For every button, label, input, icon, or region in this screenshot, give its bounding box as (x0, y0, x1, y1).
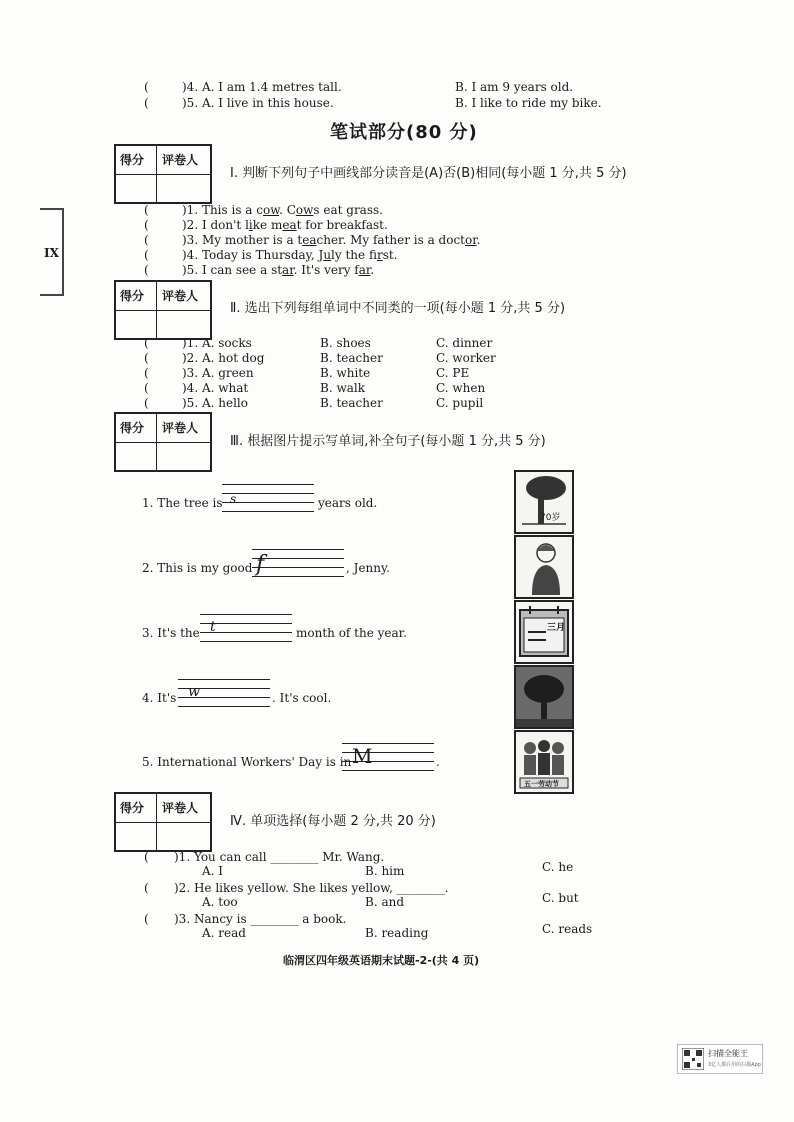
labor-day-label: 五一劳动节 (524, 780, 559, 788)
score-box-section3: 得分 评卷人 (114, 412, 212, 472)
score-box-section1: 得分 评卷人 (114, 144, 212, 204)
choice-question: )2. He likes yellow. She likes yellow, ________. (174, 881, 449, 895)
judge-item: ( )4. Today is Thursday, July the first. (144, 248, 398, 262)
picture-tree (514, 470, 574, 534)
answer-paren[interactable]: ( (144, 381, 149, 395)
written-part-title: 笔试部分(80 分) (330, 122, 478, 143)
underlined-sound-1: ow (263, 203, 280, 217)
score-box-section4: 得分 评卷人 (114, 792, 212, 852)
fill-item-3-hint: t (210, 619, 216, 635)
listening-item-4-a: )4. (182, 80, 199, 94)
answer-paren[interactable]: ( (144, 396, 149, 410)
answer-paren[interactable]: ( (144, 366, 149, 380)
option-b: B. and (365, 895, 405, 909)
answer-paren[interactable]: ( (144, 248, 149, 262)
picture-autumn-tree (514, 665, 574, 729)
odd-one-out-item (144, 396, 248, 410)
fill-item-1-prefix: 1. The tree is (142, 496, 223, 510)
option-b: B. him (365, 864, 405, 878)
option-b: B. teacher (320, 351, 383, 365)
page-footer: 临渭区四年级英语期末试题-2-(共 4 页) (283, 954, 480, 967)
section3-title: Ⅲ. 根据图片提示写单词,补全句子(每小题 1 分,共 5 分) (230, 434, 546, 449)
option-c: C. dinner (436, 336, 493, 350)
option-a: )2. A. hot dog (182, 351, 265, 365)
option-b: B. shoes (320, 336, 371, 350)
listening-item-5: ( )5. A. I live in this house. (144, 96, 334, 110)
choice-item (144, 850, 384, 864)
answer-paren[interactable]: ( (144, 263, 149, 277)
qr-code-icon (682, 1048, 704, 1070)
underlined-sound-2: ar (358, 263, 371, 277)
fill-item-4-suffix: . It's cool. (272, 691, 332, 705)
odd-one-out-item (144, 366, 254, 380)
option-c: C. but (542, 891, 579, 905)
fill-item-2-prefix: 2. This is my good (142, 561, 253, 575)
choice-question: )1. You can call ________ Mr. Wang. (174, 850, 385, 864)
calendar-month-label: 三月 (547, 623, 566, 633)
fill-item-4-prefix: 4. It's (142, 691, 177, 705)
person-icon (516, 537, 572, 597)
listening-item-4-option-a: A. I am 1.4 metres tall. (201, 80, 342, 94)
judge-item: ( )3. My mother is a teacher. My father is a doctor. (144, 233, 481, 247)
listening-item-5-option-a: A. I live in this house. (201, 96, 334, 110)
fill-item-5-suffix: . (436, 755, 440, 769)
section1-title: Ⅰ. 判断下列句子中画线部分读音是(A)否(B)相同(每小题 1 分,共 5 分) (230, 166, 627, 181)
answer-paren[interactable]: ( (144, 850, 149, 864)
fill-item-1-suffix: years old. (318, 496, 378, 510)
picture-friend (514, 535, 574, 599)
option-c: C. reads (542, 922, 593, 936)
odd-one-out-item (144, 381, 248, 395)
listening-item-4-option-b: B. I am 9 years old. (455, 80, 574, 94)
underlined-sound-1: ar (282, 263, 294, 277)
underlined-sound-2: ow (295, 203, 314, 217)
scanner-badge-sub: 3亿人都在用的扫描App (708, 1062, 761, 1068)
tree-icon (516, 472, 572, 532)
fill-item-2-hint: f (256, 552, 265, 577)
choice-item (144, 881, 449, 895)
scanner-badge-label: 扫描全能王 (708, 1049, 748, 1058)
choice-item (144, 912, 346, 926)
fill-item-4-hint: w (188, 684, 200, 700)
option-c: C. he (542, 860, 574, 874)
listening-item-4: ( )4. A. I am 1.4 metres tall. (144, 80, 342, 94)
fill-item-5-hint: M (352, 744, 373, 768)
option-a: A. I (202, 864, 224, 878)
fill-item-5-prefix: 5. International Workers' Day is in (142, 755, 352, 769)
autumn-tree-icon (516, 667, 572, 727)
option-c: C. when (436, 381, 486, 395)
option-b: B. walk (320, 381, 365, 395)
score-box-section2: 得分 评卷人 (114, 280, 212, 340)
option-c: C. worker (436, 351, 496, 365)
choice-question: )3. Nancy is ________ a book. (174, 912, 347, 926)
option-a: )5. A. hello (182, 396, 248, 410)
option-b: B. white (320, 366, 371, 380)
option-a: )1. A. socks (182, 336, 252, 350)
option-a: )3. A. green (182, 366, 254, 380)
scanner-watermark-badge (677, 1044, 763, 1074)
picture-calendar (514, 600, 574, 664)
answer-paren[interactable]: ( (144, 218, 149, 232)
option-c: C. pupil (436, 396, 484, 410)
underlined-sound-1: u (323, 248, 332, 262)
picture-workers (514, 730, 574, 794)
option-a: A. too (202, 895, 238, 909)
answer-paren[interactable]: ( (144, 912, 149, 926)
fill-item-2-suffix: , Jenny. (346, 561, 390, 575)
fill-item-1-hint: s (230, 492, 237, 506)
answer-paren[interactable]: ( (144, 233, 149, 247)
underlined-sound-2: or (465, 233, 477, 247)
judge-item: ( )1. This is a cow. Cows eat grass. (144, 203, 383, 217)
answer-paren[interactable]: ( (144, 336, 149, 350)
underlined-sound-1: ea (302, 233, 317, 247)
option-a: A. read (202, 926, 246, 940)
underlined-sound-1: i (248, 218, 253, 232)
option-b: B. teacher (320, 396, 383, 410)
section4-title: Ⅳ. 单项选择(每小题 2 分,共 20 分) (230, 814, 436, 829)
tree-age-label: 70岁 (540, 513, 561, 523)
judge-item: ( )5. I can see a star. It's very far. (144, 263, 375, 277)
fill-item-3-prefix: 3. It's the (142, 626, 200, 640)
judge-item: ( )2. I don't like meat for breakfast. (144, 218, 388, 232)
underlined-sound-2: ea (282, 218, 297, 232)
listening-item-5-option-b: B. I like to ride my bike. (455, 96, 602, 110)
odd-one-out-item (144, 351, 264, 365)
answer-paren[interactable]: ( (144, 203, 149, 217)
answer-paren[interactable]: ( (144, 351, 149, 365)
section2-title: Ⅱ. 选出下列每组单词中不同类的一项(每小题 1 分,共 5 分) (230, 301, 566, 316)
margin-binding-mark: IX (40, 208, 64, 296)
underlined-sound-2: ir (376, 248, 383, 262)
answer-paren[interactable]: ( (144, 881, 149, 895)
fill-item-3-suffix: month of the year. (296, 626, 407, 640)
option-b: B. reading (365, 926, 429, 940)
odd-one-out-item (144, 336, 252, 350)
option-a: )4. A. what (182, 381, 249, 395)
option-c: C. PE (436, 366, 470, 380)
